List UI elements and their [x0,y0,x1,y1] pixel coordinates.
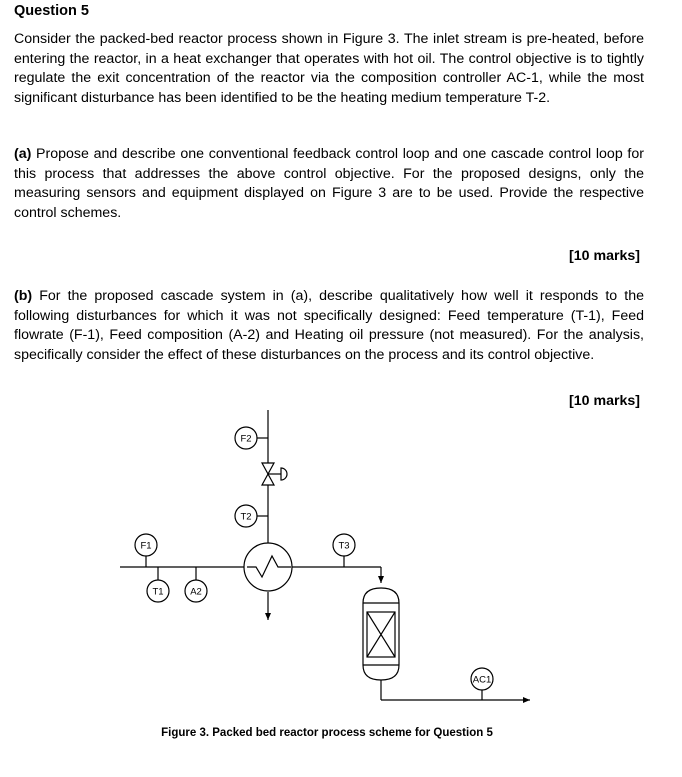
t1-label: T1 [152,586,164,598]
part-a-label: (a) [14,146,32,162]
t2-label: T2 [240,511,252,523]
figure-caption: Figure 3. Packed bed reactor process scheme for Question 5 [161,727,493,739]
part-b-body: For the proposed cascade system in (a), describe qualitatively how well it responds to the following disturbances for which it was not specifically designed: Feed temperature (T-1), Feed flowrate (F-1), Feed composition (A-2) and Heating oil pressure (not measured). For the analysis, specifically consider the effect of these disturbances on the process and its control objective. [14,288,644,363]
a2-label: A2 [190,586,202,598]
part-b-marks: [10 marks] [569,393,640,409]
figure-caption-wrapper [0,727,682,739]
f2-label: F2 [240,433,252,445]
question-intro: Consider the packed-bed reactor process shown in Figure 3. The inlet stream is pre-heated, before entering the reactor, in a heat exchanger that operates with hot oil. The control objective is to tightly regulate the exit concentration of the reactor via the composition controller AC-1, while the most significant disturbance has been identified to be the heating medium temperature T-2. [14,31,644,106]
part-a-marks: [10 marks] [569,248,640,264]
part-a-body: Propose and describe one conventional feedback control loop and one cascade control loop for this process that addresses the above control objective. For the proposed designs, only the measuring sensors and equipment displayed on Figure 3 are to be used. Provide the respective control schemes. [14,146,644,221]
ac1-label: AC1 [472,674,492,686]
part-b-label: (b) [14,288,33,304]
t3-label: T3 [338,540,350,552]
f1-label: F1 [140,540,152,552]
question-title: Question 5 [14,3,89,19]
valve-actuator [281,468,287,480]
